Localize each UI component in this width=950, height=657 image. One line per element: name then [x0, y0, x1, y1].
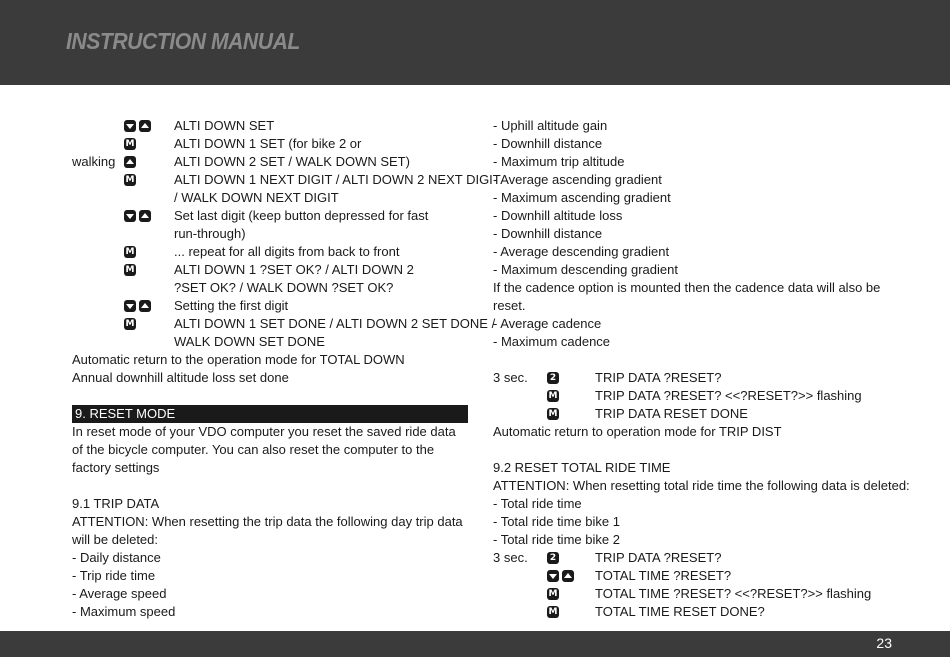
list-item: - Total ride time bike 1 — [493, 514, 620, 529]
instruction-step — [72, 117, 468, 135]
trip-deleted-list — [72, 549, 468, 621]
up-arrow-button-icon — [562, 570, 574, 582]
list-item: - Total ride time bike 2 — [493, 532, 620, 547]
instruction-step — [493, 585, 893, 603]
step-line: ALTI DOWN SET — [174, 118, 275, 133]
instruction-step — [493, 567, 893, 585]
trip-return-text: Automatic return to operation mode for TRIP DIST — [493, 424, 782, 439]
step-description — [595, 585, 893, 603]
total-deleted-list — [493, 495, 893, 549]
instruction-step — [72, 243, 468, 261]
step-keys — [124, 243, 174, 261]
instruction-step — [72, 315, 496, 351]
instruction-step — [72, 171, 501, 207]
total-time-attention: ATTENTION: When resetting total ride time the following data is deleted: — [493, 478, 910, 493]
step-line: TOTAL TIME ?RESET? <<?RESET?>> flashing — [595, 586, 872, 601]
down-arrow-button-icon — [547, 570, 559, 582]
instruction-step — [493, 387, 893, 405]
step-keys — [547, 567, 595, 585]
step-line: TOTAL TIME ?RESET? — [595, 568, 732, 583]
step-keys — [124, 135, 174, 153]
step-line: TRIP DATA RESET DONE — [595, 406, 748, 421]
m-button-icon: M — [548, 607, 558, 617]
step-keys — [124, 261, 174, 279]
page-header — [0, 0, 950, 85]
altitude-deleted-list — [493, 117, 893, 279]
right-column — [493, 117, 910, 621]
step-description — [595, 567, 893, 585]
step-keys — [124, 297, 174, 315]
down-arrow-button-icon — [124, 210, 136, 222]
trip-data-heading: 9.1 TRIP DATA — [72, 496, 160, 511]
m-button-icon: M — [125, 265, 135, 275]
list-item: - Maximum cadence — [493, 334, 611, 349]
step-line: ALTI DOWN 1 ?SET OK? / ALTI DOWN 2 — [174, 262, 414, 277]
step-description — [174, 297, 468, 315]
list-item: - Downhill distance — [493, 226, 603, 241]
step-description — [174, 243, 468, 261]
step-line: run-through) — [174, 226, 246, 241]
step-description — [174, 117, 468, 135]
list-item: - Average descending gradient — [493, 244, 670, 259]
step-keys — [124, 171, 174, 189]
step-line: ALTI DOWN 1 SET (for bike 2 or — [174, 136, 362, 151]
step-line: ALTI DOWN 1 NEXT DIGIT / ALTI DOWN 2 NEXT DIGIT — [174, 172, 501, 187]
instruction-step — [72, 297, 468, 315]
step-line: TRIP DATA ?RESET? — [595, 370, 722, 385]
annual-done-text: Annual downhill altitude loss set done — [72, 370, 289, 385]
step-keys — [124, 117, 174, 135]
step-line: ... repeat for all digits from back to front — [174, 244, 400, 259]
list-item: - Downhill altitude loss — [493, 208, 623, 223]
trip-reset-steps — [493, 369, 893, 423]
trip-attention: ATTENTION: When resetting the trip data the following day trip data will be deleted: — [72, 514, 463, 547]
manual-title: INSTRUCTION MANUAL — [66, 28, 300, 54]
step-description — [595, 369, 893, 387]
step-line: Setting the first digit — [174, 298, 289, 313]
step-line: TRIP DATA ?RESET? <<?RESET?>> flashing — [595, 388, 862, 403]
up-arrow-button-icon — [124, 156, 136, 168]
m-button-icon: M — [125, 139, 135, 149]
m-button-icon: M — [125, 175, 135, 185]
total-time-heading: 9.2 RESET TOTAL RIDE TIME — [493, 460, 671, 475]
list-item: - Uphill altitude gain — [493, 118, 608, 133]
step-line: ?SET OK? / WALK DOWN ?SET OK? — [174, 280, 394, 295]
instruction-step — [72, 153, 468, 171]
step-description — [595, 405, 893, 423]
up-arrow-button-icon — [139, 300, 151, 312]
button-2-icon: 2 — [547, 372, 559, 384]
button-2-icon: 2 — [547, 552, 559, 564]
step-description — [174, 153, 468, 171]
step-line: ALTI DOWN 1 SET DONE / ALTI DOWN 2 SET DONE / — [174, 316, 496, 331]
step-keys — [124, 207, 174, 225]
step-line: WALK DOWN SET DONE — [174, 334, 325, 349]
auto-return-text: Automatic return to the operation mode for TOTAL DOWN — [72, 352, 405, 367]
list-item: - Maximum trip altitude — [493, 154, 625, 169]
left-column — [72, 117, 501, 621]
cadence-deleted-list — [493, 315, 893, 351]
step-keys — [547, 549, 595, 567]
step-keys — [124, 315, 174, 333]
alti-down-steps — [72, 117, 501, 351]
list-item: - Trip ride time — [72, 568, 156, 583]
total-reset-steps — [493, 549, 893, 621]
step-description — [174, 135, 468, 153]
m-button-icon: M — [125, 319, 135, 329]
step-description — [595, 549, 893, 567]
section-heading-reset-mode: 9. RESET MODE — [72, 405, 468, 423]
m-button-icon: M — [548, 409, 558, 419]
m-button-icon: M — [548, 391, 558, 401]
step-line: TRIP DATA ?RESET? — [595, 550, 722, 565]
m-button-icon: M — [125, 247, 135, 257]
list-item: - Average cadence — [493, 316, 602, 331]
step-line: TOTAL TIME RESET DONE? — [595, 604, 765, 619]
step-description — [174, 315, 495, 351]
step-keys — [124, 153, 174, 171]
up-arrow-button-icon — [139, 210, 151, 222]
cadence-note: If the cadence option is mounted then the cadence data will also be reset. — [493, 280, 881, 313]
step-keys — [547, 603, 595, 621]
step-line: Set last digit (keep button depressed for fast — [174, 208, 429, 223]
list-item: - Total ride time — [493, 496, 582, 511]
instruction-step — [493, 369, 893, 387]
step-keys — [547, 405, 595, 423]
step-keys — [547, 369, 595, 387]
step-description — [174, 171, 501, 207]
list-item: - Downhill distance — [493, 136, 603, 151]
step-lead: 3 sec. — [493, 370, 528, 385]
step-keys — [547, 387, 595, 405]
step-keys — [547, 585, 595, 603]
down-arrow-button-icon — [124, 120, 136, 132]
step-lead: walking — [72, 154, 116, 169]
instruction-step — [72, 207, 468, 243]
list-item: - Maximum ascending gradient — [493, 190, 671, 205]
list-item: - Maximum speed — [72, 604, 176, 619]
list-item: - Daily distance — [72, 550, 161, 565]
instruction-step — [72, 135, 468, 153]
m-button-icon: M — [548, 589, 558, 599]
step-line: ALTI DOWN 2 SET / WALK DOWN SET) — [174, 154, 410, 169]
page-number: 23 — [876, 635, 892, 651]
list-item: - Average speed — [72, 586, 167, 601]
list-item: - Maximum descending gradient — [493, 262, 678, 277]
step-lead: 3 sec. — [493, 550, 528, 565]
list-item: - Average ascending gradient — [493, 172, 662, 187]
instruction-step — [493, 549, 893, 567]
instruction-step — [493, 405, 893, 423]
down-arrow-button-icon — [124, 300, 136, 312]
up-arrow-button-icon — [139, 120, 151, 132]
instruction-step — [72, 261, 468, 297]
step-description — [595, 603, 893, 621]
step-line: / WALK DOWN NEXT DIGIT — [174, 190, 339, 205]
reset-intro: In reset mode of your VDO computer you reset the saved ride data of the bicycle computer. You can also reset the computer to the factory settings — [72, 424, 456, 475]
instruction-step — [493, 603, 893, 621]
step-description — [174, 207, 468, 243]
step-description — [174, 261, 468, 297]
page-footer — [0, 631, 950, 657]
step-description — [595, 387, 893, 405]
